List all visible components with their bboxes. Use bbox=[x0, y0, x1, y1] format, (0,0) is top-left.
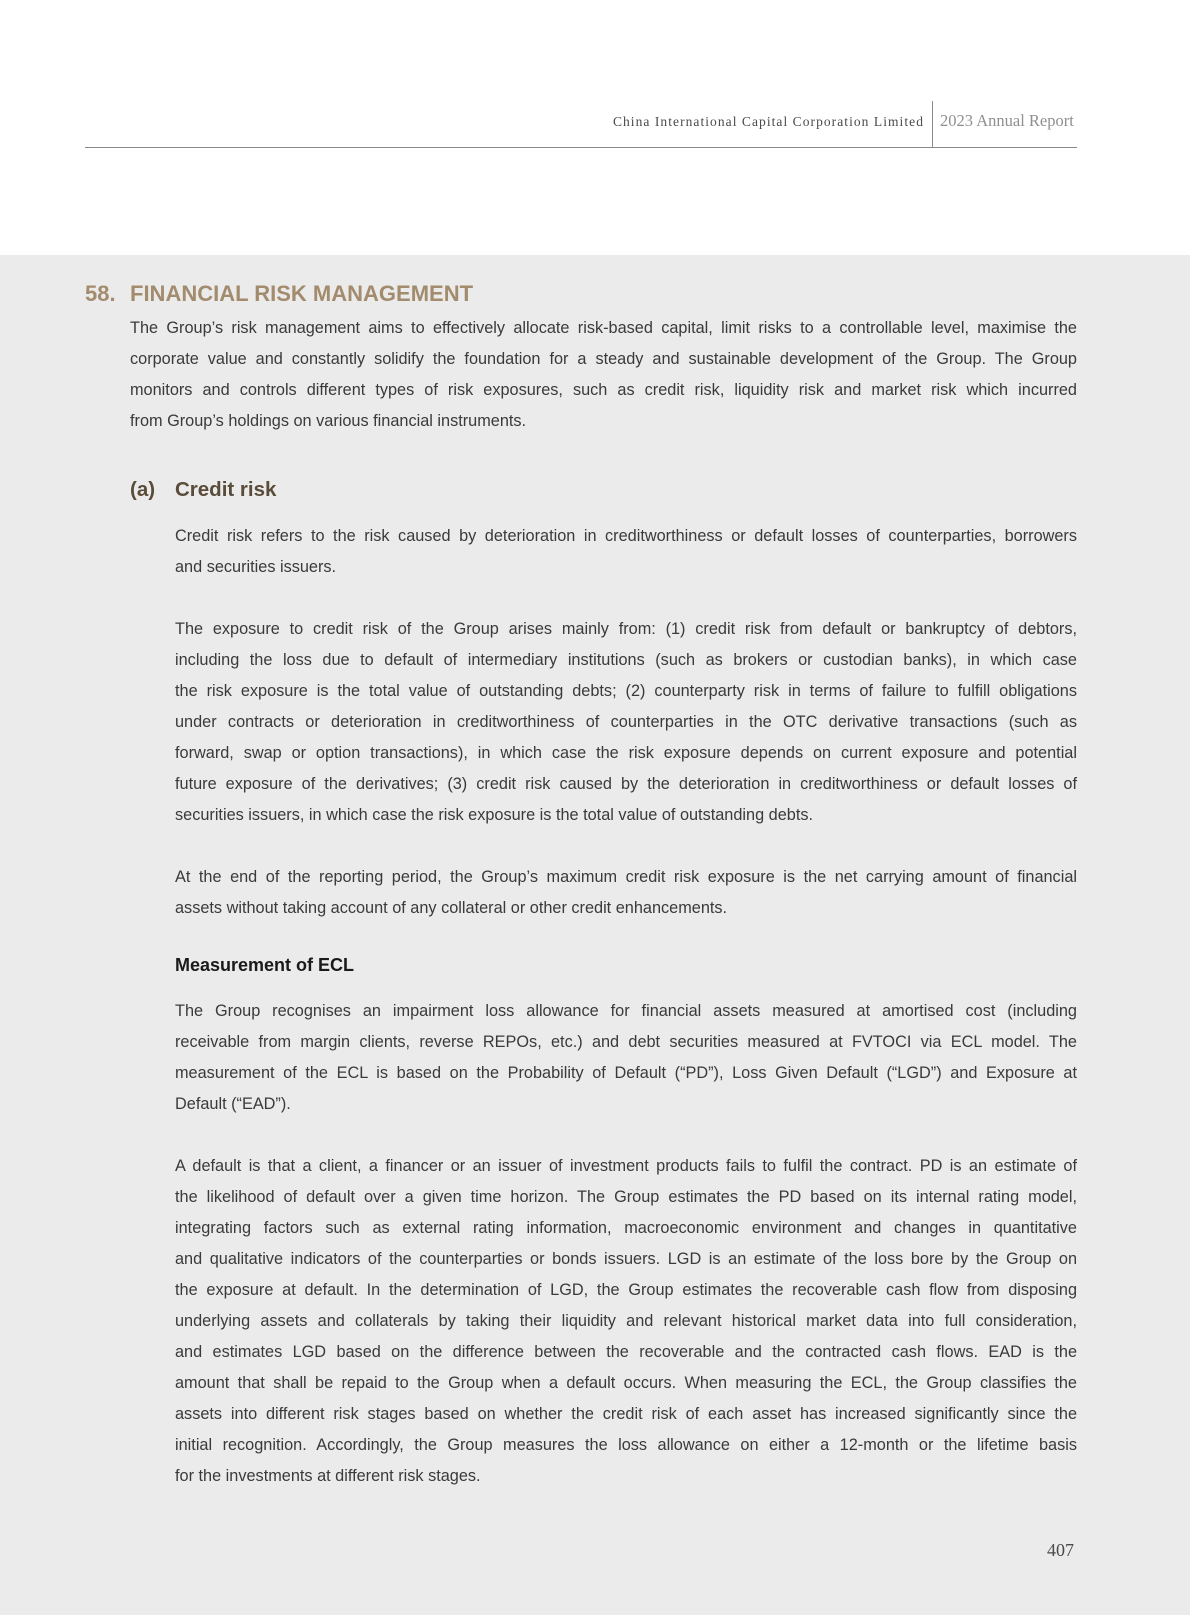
text-line: The Group recognises an impairment loss allowance for financial assets measured at amortised cost (including bbox=[175, 1002, 1077, 1020]
report-title: 2023 Annual Report bbox=[940, 111, 1074, 130]
text-line: underlying assets and collaterals by taking their liquidity and relevant historical market data into full consideration, bbox=[175, 1312, 1077, 1330]
text-line: At the end of the reporting period, the Group’s maximum credit risk exposure is the net carrying amount of financial bbox=[175, 868, 1077, 886]
page-number: 407 bbox=[1047, 1540, 1074, 1560]
text-line: future exposure of the derivatives; (3) credit risk caused by the deterioration in creditworthiness or default losses of bbox=[175, 775, 1077, 793]
text-line: and qualitative indicators of the counterparties or bonds issuers. LGD is an estimate of the loss bore by the Group on bbox=[175, 1250, 1077, 1268]
text-line: A default is that a client, a financer or an issuer of investment products fails to fulfil the contract. PD is an estimate of bbox=[175, 1157, 1077, 1175]
text-line: the likelihood of default over a given time horizon. The Group estimates the PD based on its internal rating model, bbox=[175, 1188, 1077, 1206]
text-line: including the loss due to default of intermediary institutions (such as brokers or custodian banks), in which case bbox=[175, 651, 1077, 669]
ecl-measurement-paragraph bbox=[175, 996, 1077, 1120]
text-line: amount that shall be repaid to the Group when a default occurs. When measuring the ECL, the Group classifies the bbox=[175, 1374, 1077, 1392]
subsection-heading bbox=[130, 478, 276, 502]
header-divider bbox=[932, 101, 933, 147]
text-line: The Group’s risk management aims to effectively allocate risk-based capital, limit risks to a controllable level, maximise the bbox=[130, 319, 1077, 337]
subsection-title: Credit risk bbox=[175, 478, 277, 501]
max-exposure-paragraph bbox=[175, 862, 1077, 924]
text-line: measurement of the ECL is based on the Probability of Default (“PD”), Loss Given Default (“LGD”) and Exposure at bbox=[175, 1064, 1077, 1082]
text-line: and securities issuers. bbox=[175, 558, 337, 576]
text-line: Default (“EAD”). bbox=[175, 1095, 291, 1113]
subsection-label: (a) bbox=[130, 478, 156, 501]
ecl-heading: Measurement of ECL bbox=[175, 955, 355, 975]
text-line: and estimates LGD based on the difference between the recoverable and the contracted cash flows. EAD is the bbox=[175, 1343, 1077, 1361]
section-title: FINANCIAL RISK MANAGEMENT bbox=[130, 281, 474, 306]
text-line: initial recognition. Accordingly, the Group measures the loss allowance on either a 12-month or the lifetime basis bbox=[175, 1436, 1077, 1454]
page-body bbox=[0, 255, 1190, 1615]
text-line: receivable from margin clients, reverse REPOs, etc.) and debt securities measured at FVTOCI via ECL model. The bbox=[175, 1033, 1077, 1051]
section-heading bbox=[85, 281, 473, 307]
text-line: integrating factors such as external rating information, macroeconomic environment and changes in quantitative bbox=[175, 1219, 1077, 1237]
header-rule bbox=[85, 147, 1077, 148]
text-line: from Group’s holdings on various financial instruments. bbox=[130, 412, 527, 430]
text-line: monitors and controls different types of risk exposures, such as credit risk, liquidity risk and market risk which incurred bbox=[130, 381, 1077, 399]
text-line: assets without taking account of any collateral or other credit enhancements. bbox=[175, 899, 728, 917]
text-line: corporate value and constantly solidify the foundation for a steady and sustainable development of the Group. The Group bbox=[130, 350, 1077, 368]
text-line: Credit risk refers to the risk caused by deterioration in creditworthiness or default losses of counterparties, borrowers bbox=[175, 527, 1077, 545]
credit-risk-exposure-paragraph bbox=[175, 614, 1077, 831]
ecl-default-paragraph bbox=[175, 1151, 1077, 1492]
intro-paragraph bbox=[130, 313, 1077, 437]
page-header bbox=[0, 0, 1190, 255]
credit-risk-definition-paragraph bbox=[175, 521, 1077, 583]
company-name: China International Capital Corporation Limited bbox=[612, 114, 924, 129]
text-line: securities issuers, in which case the risk exposure is the total value of outstanding debts. bbox=[175, 806, 814, 824]
text-line: the exposure at default. In the determination of LGD, the Group estimates the recoverable cash flow from disposing bbox=[175, 1281, 1077, 1299]
text-line: The exposure to credit risk of the Group arises mainly from: (1) credit risk from default or bankruptcy of debtors, bbox=[175, 620, 1077, 638]
text-line: assets into different risk stages based on whether the credit risk of each asset has increased significantly since the bbox=[175, 1405, 1077, 1423]
text-line: under contracts or deterioration in creditworthiness of counterparties in the OTC derivative transactions (such as bbox=[175, 713, 1077, 731]
text-line: forward, swap or option transactions), in which case the risk exposure depends on current exposure and potential bbox=[175, 744, 1077, 762]
text-line: for the investments at different risk stages. bbox=[175, 1467, 481, 1485]
section-number: 58. bbox=[85, 281, 116, 306]
text-line: the risk exposure is the total value of outstanding debts; (2) counterparty risk in terms of failure to fulfill obligations bbox=[175, 682, 1077, 700]
